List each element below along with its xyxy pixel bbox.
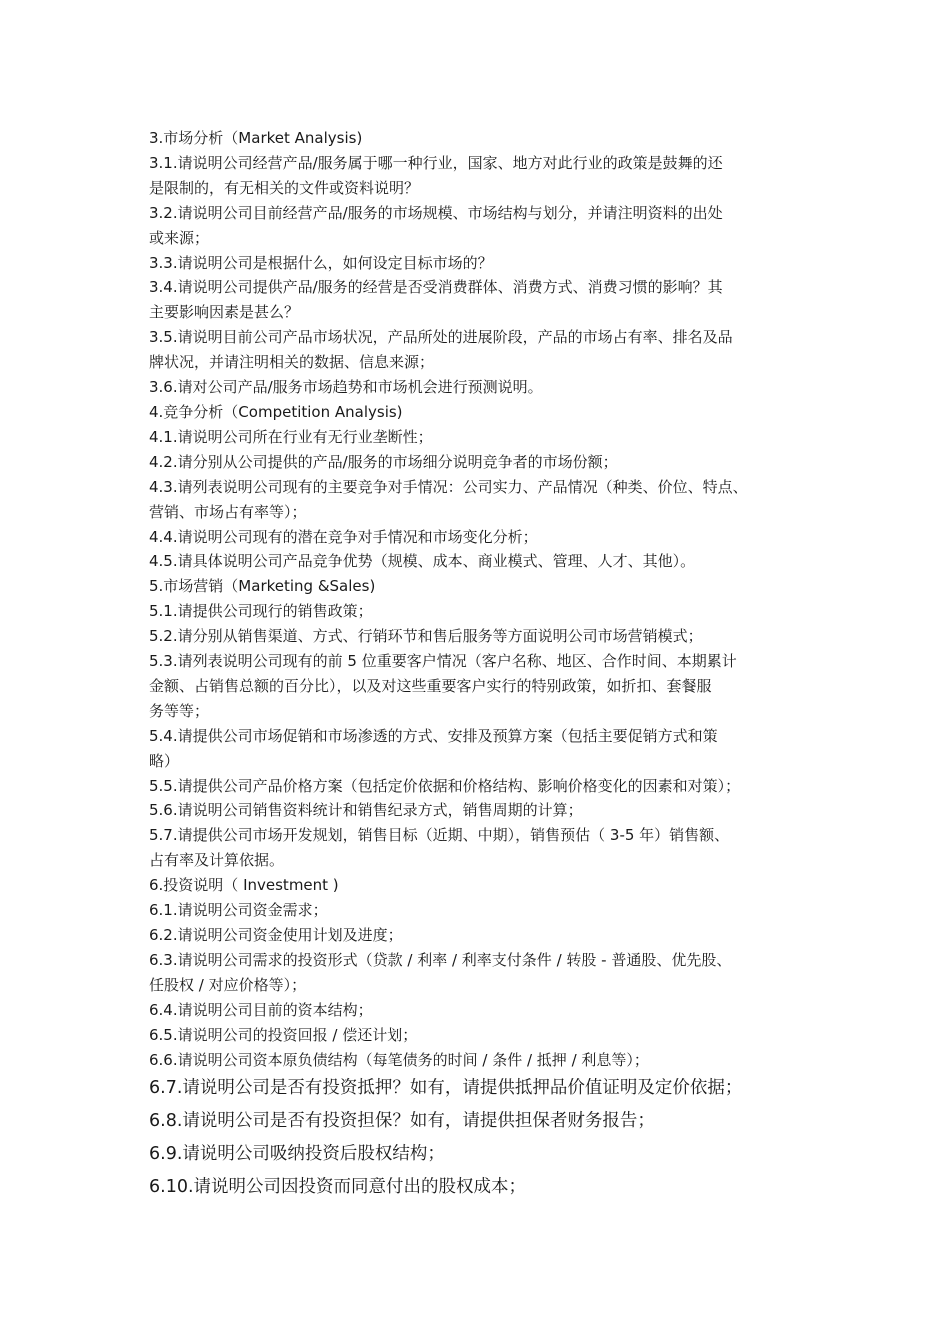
text-line: 6.9.请说明公司吸纳投资后股权结构； [149,1144,445,1165]
text-line: 3.市场分析（Market Analysis) [149,129,363,147]
text-line: 占有率及计算依据。 [149,851,285,870]
text-line: 或来源； [149,228,210,247]
text-line: 5.5.请提供公司产品价格方案（包括定价依据和价格结构、影响价格变化的因素和对策）； [149,776,741,795]
text-line: 6.5.请说明公司的投资回报 / 偿还计划； [149,1025,418,1044]
text-line: 是限制的，有无相关的文件或资料说明？ [149,178,420,197]
text-line: 6.4.请说明公司目前的资本结构； [149,1000,373,1019]
document-body [149,126,829,1204]
text-line: 6.投资说明（ Investment ) [149,876,339,895]
text-line: 6.2.请说明公司资金使用计划及进度； [149,926,403,944]
text-line: 4.竞争分析（Competition Analysis) [149,402,403,421]
text-line: 5.6.请说明公司销售资料统计和销售纪录方式，销售周期的计算； [149,801,583,820]
text-line: 4.1.请说明公司所在行业有无行业垄断性； [149,427,433,446]
text-line: 6.10.请说明公司因投资而同意付出的股权成本； [149,1177,527,1198]
text-line: 4.4.请说明公司现有的潜在竞争对手情况和市场变化分析； [149,527,538,546]
text-line: 任股权 / 对应价格等）； [149,975,307,994]
text-line: 营销、市场占有率等）； [149,502,307,521]
text-line: 4.5.请具体说明公司产品竞争优势（规模、成本、商业模式、管理、人才、其他）。 [149,552,696,571]
text-line: 5.7.请提供公司市场开发规划，销售目标（近期、中期），销售预估（ 3-5 年）销售额、 [149,826,730,845]
text-line: 金额、占销售总额的百分比），以及对这些重要客户实行的特别政策，如折扣、套餐服 [149,676,712,695]
text-line: 3.1.请说明公司经营产品/服务属于哪一种行业，国家、地方对此行业的政策是鼓舞的还 [149,153,723,172]
text-line: 5.3.请列表说明公司现有的前 5 位重要客户情况（客户名称、地区、合作时间、本期累计 [149,652,737,671]
text-line: 5.1.请提供公司现行的销售政策； [149,602,373,621]
text-line: 5.2.请分别从销售渠道、方式、行销环节和售后服务等方面说明公司市场营销模式； [149,627,703,646]
text-line: 6.7.请说明公司是否有投资抵押？如有，请提供抵押品价值证明及定价依据； [149,1078,743,1099]
text-line: 务等等； [149,701,210,720]
text-line: 5.4.请提供公司市场促销和市场渗透的方式、安排及预算方案（包括主要促销方式和策 [149,726,718,745]
text-line: 4.3.请列表说明公司现有的主要竞争对手情况：公司实力、产品情况（种类、价位、特点、 [149,477,748,496]
text-line: 3.3.请说明公司是根据什么，如何设定目标市场的？ [149,253,493,272]
text-line: 牌状况，并请注明相关的数据、信息来源； [149,353,435,372]
text-line: 6.8.请说明公司是否有投资担保？如有，请提供担保者财务报告； [149,1111,655,1132]
text-line: 主要影响因素是甚么？ [149,303,300,322]
text-line: 略） [149,751,180,770]
text-line: 6.3.请说明公司需求的投资形式（贷款 / 利率 / 利率支付条件 / 转股 - 普通股、优先股、 [149,950,732,969]
text-line: 3.5.请说明目前公司产品市场状况，产品所处的进展阶段，产品的市场占有率、排名及品 [149,328,733,347]
text-line: 4.2.请分别从公司提供的产品/服务的市场细分说明竞争者的市场份额； [149,452,618,471]
text-line: 6.6.请说明公司资本原负债结构（每笔债务的时间 / 条件 / 抵押 / 利息等）； [149,1050,649,1069]
text-line: 3.2.请说明公司目前经营产品/服务的市场规模、市场结构与划分，并请注明资料的出处 [149,203,723,222]
text-line: 6.1.请说明公司资金需求； [149,901,328,920]
text-line: 3.4.请说明公司提供产品/服务的经营是否受消费群体、消费方式、消费习惯的影响？其 [149,278,723,297]
text-line: 3.6.请对公司产品/服务市场趋势和市场机会进行预测说明。 [149,378,543,397]
text-line: 5.市场营销（Marketing &Sales) [149,577,376,596]
